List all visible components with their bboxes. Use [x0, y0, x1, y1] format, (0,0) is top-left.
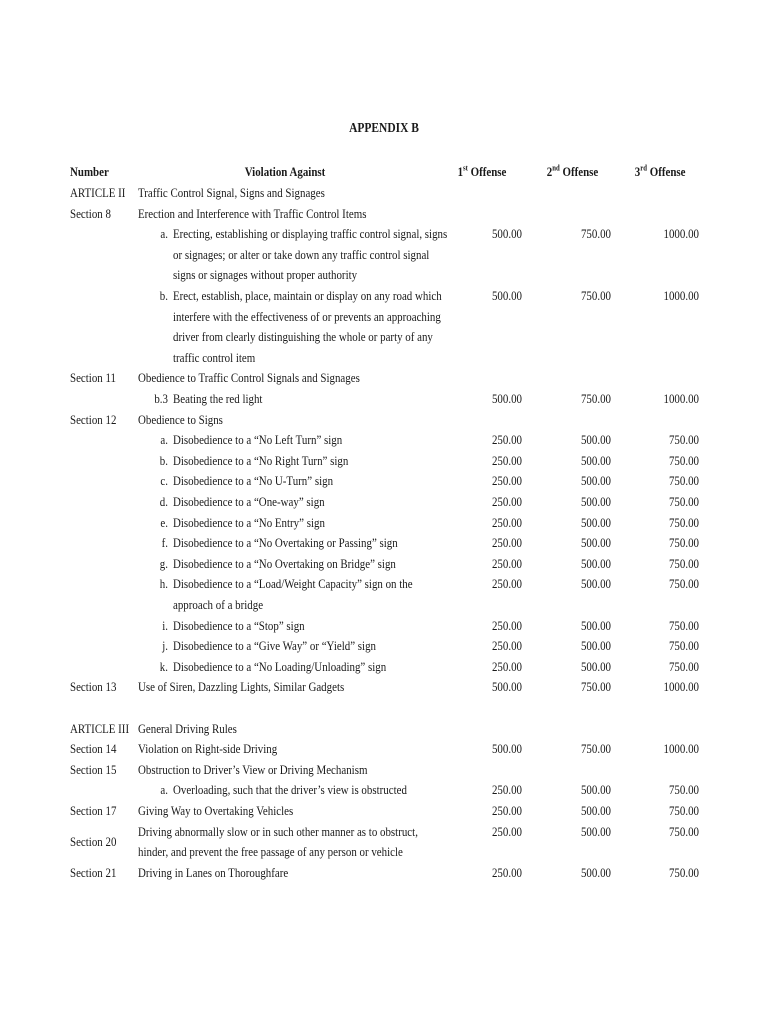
item-text: Disobedience to a “One-way” sign [173, 494, 325, 509]
first-offense-fine: 500.00 [491, 679, 522, 695]
first-offense-fine: 250.00 [491, 658, 522, 674]
item-text: Disobedience to a “No Right Turn” sign [173, 452, 349, 468]
section-number: Section 17 [70, 803, 117, 818]
header-third-offense: 3rd Offense [634, 163, 686, 179]
third-offense-fine: 750.00 [668, 576, 699, 592]
table-row [0, 182, 768, 203]
table-row [0, 594, 768, 615]
table-row [0, 615, 768, 636]
second-offense-fine: 500.00 [580, 473, 611, 489]
second-offense-fine: 750.00 [580, 741, 611, 757]
third-offense-fine: 750.00 [668, 432, 699, 448]
section-number: Section 8 [70, 205, 111, 221]
item-text: Disobedience to a “No Overtaking or Passing” sign [173, 535, 398, 551]
third-offense-fine: 1000.00 [663, 679, 699, 695]
section-number: ARTICLE III [70, 720, 130, 736]
item-text: Erect, establish, place, maintain or display on any road which [173, 288, 442, 303]
table-row [0, 429, 768, 450]
second-offense-fine: 500.00 [580, 803, 611, 818]
table-row [0, 862, 768, 883]
header-violation: Violation Against [244, 164, 326, 179]
third-offense-fine: 750.00 [668, 823, 699, 839]
second-offense-fine: 500.00 [580, 432, 611, 448]
second-offense-fine: 750.00 [580, 226, 611, 242]
second-offense-fine: 500.00 [580, 494, 611, 509]
table-row [0, 388, 768, 409]
first-offense-fine: 500.00 [491, 391, 522, 406]
second-offense-fine: 500.00 [580, 535, 611, 551]
item-text: Disobedience to a “No U-Turn” sign [173, 473, 334, 489]
second-offense-fine: 750.00 [580, 391, 611, 406]
table-row [0, 573, 768, 594]
item-letter: i. [162, 617, 168, 633]
item-text: Disobedience to a “No Overtaking on Bridge” sign [173, 555, 396, 571]
second-offense-fine: 750.00 [580, 288, 611, 303]
page-title: APPENDIX B [349, 121, 419, 136]
third-offense-fine: 1000.00 [663, 288, 699, 303]
first-offense-fine: 500.00 [491, 288, 522, 303]
item-letter: f. [161, 535, 168, 551]
table-row [0, 409, 768, 430]
item-letter: c. [160, 473, 168, 489]
table-row [0, 800, 768, 821]
third-offense-fine: 1000.00 [663, 391, 699, 406]
header-first-offense: 1st Offense [457, 163, 507, 179]
item-text: Erecting, establishing or displaying traffic control signal, signs [173, 226, 448, 242]
second-offense-fine: 500.00 [580, 658, 611, 674]
second-offense-fine: 500.00 [580, 864, 611, 880]
table-row [0, 779, 768, 800]
first-offense-fine: 250.00 [491, 555, 522, 571]
table-row [0, 450, 768, 471]
table-row [0, 264, 768, 285]
section-number: Section 20 [70, 834, 117, 850]
item-text: Disobedience to a “No Loading/Unloading” sign [173, 658, 387, 674]
table-row [0, 244, 768, 265]
second-offense-fine: 500.00 [580, 823, 611, 839]
violation-description: Traffic Control Signal, Signs and Signages [138, 185, 325, 200]
table-row [0, 635, 768, 656]
item-letter: b. [159, 452, 168, 468]
item-text: Disobedience to a “Stop” sign [173, 617, 305, 633]
table-row [0, 834, 768, 862]
item-text: driver from clearly distinguishing the whole or party of any [173, 329, 433, 345]
table-row [0, 532, 768, 553]
second-offense-fine: 500.00 [580, 638, 611, 654]
item-text: Disobedience to a “No Left Turn” sign [173, 432, 343, 448]
table-row [0, 223, 768, 244]
violation-description: Obstruction to Driver’s View or Driving Mechanism [138, 761, 368, 777]
first-offense-fine: 250.00 [491, 617, 522, 633]
first-offense-fine: 250.00 [491, 514, 522, 530]
violation-description: Violation on Right-side Driving [138, 741, 278, 757]
second-offense-fine: 500.00 [580, 617, 611, 633]
second-offense-fine: 500.00 [580, 782, 611, 798]
section-number: Section 14 [70, 741, 117, 757]
first-offense-fine: 250.00 [491, 638, 522, 654]
item-text: approach of a bridge [173, 597, 264, 612]
table-row [0, 676, 768, 697]
second-offense-fine: 500.00 [580, 576, 611, 592]
section-number: Section 21 [70, 864, 117, 880]
first-offense-fine: 250.00 [491, 535, 522, 551]
first-offense-fine: 500.00 [491, 741, 522, 757]
item-letter: a. [160, 432, 168, 448]
third-offense-fine: 750.00 [668, 638, 699, 654]
item-letter: a. [160, 226, 168, 242]
second-offense-fine: 500.00 [580, 555, 611, 571]
third-offense-fine: 750.00 [668, 782, 699, 798]
first-offense-fine: 250.00 [491, 803, 522, 818]
violation-description: Obedience to Signs [138, 411, 223, 427]
first-offense-fine: 250.00 [491, 782, 522, 798]
item-text: Disobedience to a “No Entry” sign [173, 514, 325, 530]
third-offense-fine: 1000.00 [663, 226, 699, 242]
item-text: or signages; or alter or take down any traffic control signal [173, 246, 430, 262]
third-offense-fine: 1000.00 [663, 741, 699, 757]
header-number: Number [70, 164, 109, 179]
first-offense-fine: 250.00 [491, 823, 522, 839]
violation-description: Erection and Interference with Traffic Control Items [138, 205, 367, 221]
violation-description: Use of Siren, Dazzling Lights, Similar Gadgets [138, 679, 345, 695]
violation-description: General Driving Rules [138, 720, 237, 736]
section-number: Section 11 [70, 370, 117, 386]
table-row [0, 656, 768, 677]
third-offense-fine: 750.00 [668, 658, 699, 674]
table-row [0, 470, 768, 491]
item-text: signs or signages without proper authority [173, 267, 358, 283]
third-offense-fine: 750.00 [668, 535, 699, 551]
section-number: Section 13 [70, 679, 117, 695]
item-letter: a. [160, 782, 168, 798]
item-text: traffic control item [173, 349, 256, 365]
second-offense-fine: 500.00 [580, 452, 611, 468]
item-letter: g. [159, 555, 168, 571]
table-row [0, 203, 768, 224]
first-offense-fine: 250.00 [491, 864, 522, 880]
item-text: Disobedience to a “Give Way” or “Yield” sign [173, 638, 377, 654]
item-letter: k. [159, 658, 168, 674]
item-text: Overloading, such that the driver’s view is obstructed [173, 782, 407, 798]
item-letter: b. [159, 288, 168, 303]
table-row [0, 326, 768, 347]
third-offense-fine: 750.00 [668, 452, 699, 468]
table-row [0, 738, 768, 759]
section-number: ARTICLE II [70, 185, 126, 200]
item-letter: j. [162, 638, 168, 654]
table-row [0, 491, 768, 512]
table-header-row [0, 161, 768, 182]
first-offense-fine: 250.00 [491, 452, 522, 468]
violation-description: Obedience to Traffic Control Signals and Signages [138, 370, 360, 386]
violation-description: Driving in Lanes on Thoroughfare [138, 864, 289, 880]
table-row [0, 367, 768, 388]
table-row [0, 718, 768, 739]
table-row [0, 759, 768, 780]
first-offense-fine: 250.00 [491, 494, 522, 509]
table-row [0, 553, 768, 574]
first-offense-fine: 250.00 [491, 432, 522, 448]
third-offense-fine: 750.00 [668, 864, 699, 880]
violation-description: Driving abnormally slow or in such other manner as to obstruct, [138, 823, 418, 839]
third-offense-fine: 750.00 [668, 494, 699, 509]
first-offense-fine: 250.00 [491, 576, 522, 592]
table-row [0, 347, 768, 368]
section-number: Section 15 [70, 761, 117, 777]
section-number: Section 12 [70, 411, 117, 427]
violation-description: Giving Way to Overtaking Vehicles [138, 803, 294, 818]
table-row [0, 512, 768, 533]
third-offense-fine: 750.00 [668, 473, 699, 489]
third-offense-fine: 750.00 [668, 555, 699, 571]
second-offense-fine: 750.00 [580, 679, 611, 695]
violation-description: hinder, and prevent the free passage of any person or vehicle [138, 844, 403, 860]
item-text: Disobedience to a “Load/Weight Capacity” sign on the [173, 576, 413, 592]
item-text: interfere with the effectiveness of or prevents an approaching [173, 308, 441, 324]
item-letter: h. [159, 576, 168, 592]
table-row [0, 285, 768, 306]
third-offense-fine: 750.00 [668, 617, 699, 633]
item-letter: e. [160, 514, 168, 530]
third-offense-fine: 750.00 [668, 803, 699, 818]
table-row [0, 697, 768, 718]
first-offense-fine: 500.00 [491, 226, 522, 242]
item-letter: b.3 [154, 391, 168, 406]
table-row [0, 306, 768, 327]
third-offense-fine: 750.00 [668, 514, 699, 530]
item-text: Beating the red light [173, 391, 263, 406]
second-offense-fine: 500.00 [580, 514, 611, 530]
item-letter: d. [159, 494, 168, 509]
header-second-offense: 2nd Offense [546, 163, 599, 179]
first-offense-fine: 250.00 [491, 473, 522, 489]
